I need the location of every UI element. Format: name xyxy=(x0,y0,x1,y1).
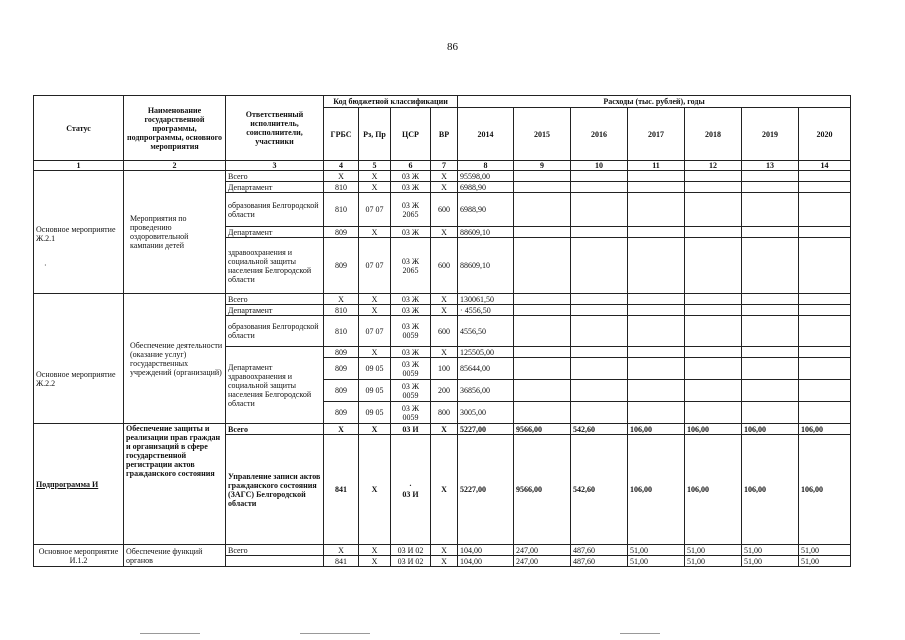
row-name-sub-i xyxy=(124,424,226,545)
csr-cell xyxy=(391,435,431,545)
header-name: Наименование государственной программы, подпрограммы, основного мероприятия xyxy=(124,96,226,161)
value-cell: 9566,00 xyxy=(514,424,571,435)
vr-cell: Х xyxy=(431,435,458,545)
column-number: 14 xyxy=(799,161,851,171)
rzpr-cell: 09 05 xyxy=(359,402,391,424)
value-cell: 5227,00 xyxy=(458,424,514,435)
stray-mark: · xyxy=(409,480,412,490)
responsible-cell: Управление записи актов гражданского состояния (ЗАГС) Белгородской области xyxy=(226,435,324,545)
row-status-sub-i xyxy=(34,424,124,545)
rzpr-cell: Х xyxy=(359,227,391,238)
value-cell: 51,00 xyxy=(799,556,851,567)
vr-cell: 200 xyxy=(431,380,458,402)
column-number: 5 xyxy=(359,161,391,171)
value-cell: 106,00 xyxy=(742,424,799,435)
value-cell: 487,60 xyxy=(571,556,628,567)
csr-cell: 03 И xyxy=(391,424,431,435)
rzpr-cell: 09 05 xyxy=(359,358,391,380)
value-cell: 51,00 xyxy=(628,556,685,567)
csr-cell: 03 Ж 2065 xyxy=(391,193,431,227)
name-text: Мероприятия по проведению оздоровительной кампании детей xyxy=(130,214,189,250)
column-number: 11 xyxy=(628,161,685,171)
vr-cell: 600 xyxy=(431,316,458,347)
vr-cell: 100 xyxy=(431,358,458,380)
scan-artifact xyxy=(620,633,660,634)
vr-cell: Х xyxy=(431,182,458,193)
value-cell: 5227,00 xyxy=(458,435,514,545)
status-text: Основное мероприятие Ж.2.2 xyxy=(36,369,116,388)
csr-cell: 03 Ж xyxy=(391,305,431,316)
grbs-cell: 809 xyxy=(324,402,359,424)
csr-cell: 03 Ж 0059 xyxy=(391,358,431,380)
grbs-cell: Х xyxy=(324,545,359,556)
header-responsible: Ответственный исполнитель, соисполнители, участники xyxy=(226,96,324,161)
value-cell: 106,00 xyxy=(628,435,685,545)
header-year: 2018 xyxy=(685,108,742,161)
csr-cell: 03 Ж 0059 xyxy=(391,402,431,424)
value-2014-cell: 125505,00 xyxy=(458,347,514,358)
name-text: Обеспечение деятельности (оказание услуг) государственных учреждений (организаций) xyxy=(130,340,223,377)
row-status-zh22 xyxy=(34,294,124,424)
header-year: 2014 xyxy=(458,108,514,161)
csr-cell: 03 Ж xyxy=(391,227,431,238)
value-cell: 51,00 xyxy=(742,545,799,556)
page-number: 86 xyxy=(447,41,458,53)
column-number: 7 xyxy=(431,161,458,171)
budget-table xyxy=(33,95,851,567)
responsible-cell: Всего xyxy=(226,294,324,305)
scan-artifact xyxy=(140,633,200,634)
responsible-cell: Департамент xyxy=(226,227,324,238)
table-row xyxy=(34,424,851,435)
vr-cell: Х xyxy=(431,347,458,358)
header-year: 2016 xyxy=(571,108,628,161)
rzpr-cell: Х xyxy=(359,182,391,193)
row-name-zh21 xyxy=(124,171,226,294)
value-cell: 51,00 xyxy=(742,556,799,567)
value-2014-cell: 88609,10 xyxy=(458,238,514,294)
header-rzpr: Рз, Пр xyxy=(359,108,391,161)
value-cell: 106,00 xyxy=(799,435,851,545)
value-2014-cell: 130061,50 xyxy=(458,294,514,305)
grbs-cell: 810 xyxy=(324,305,359,316)
value-2014-cell: 36856,00 xyxy=(458,380,514,402)
value-cell: 247,00 xyxy=(514,545,571,556)
value-2014-cell: 6988,90 xyxy=(458,182,514,193)
csr-cell: 03 И 02 xyxy=(391,545,431,556)
column-number: 12 xyxy=(685,161,742,171)
column-number: 6 xyxy=(391,161,431,171)
csr-cell: 03 И 02 xyxy=(391,556,431,567)
grbs-cell: 841 xyxy=(324,435,359,545)
value-2014-cell: 6988,90 xyxy=(458,193,514,227)
rzpr-cell: 09 05 xyxy=(359,380,391,402)
vr-cell: 600 xyxy=(431,238,458,294)
rzpr-cell: 07 07 xyxy=(359,193,391,227)
table-row xyxy=(34,294,851,305)
row-status-i12: Основное мероприятие И.1.2 xyxy=(34,545,124,567)
value-cell: 106,00 xyxy=(799,424,851,435)
header-csr: ЦСР xyxy=(391,108,431,161)
header-grbs: ГРБС xyxy=(324,108,359,161)
header-year: 2015 xyxy=(514,108,571,161)
column-number: 4 xyxy=(324,161,359,171)
vr-cell: Х xyxy=(431,171,458,182)
csr-value: 03 И xyxy=(402,489,419,499)
value-cell: 9566,00 xyxy=(514,435,571,545)
value-cell: 51,00 xyxy=(685,545,742,556)
value-cell: 106,00 xyxy=(685,435,742,545)
value-2014-cell: 4556,50 xyxy=(458,316,514,347)
value-cell: 487,60 xyxy=(571,545,628,556)
value-cell: 106,00 xyxy=(628,424,685,435)
grbs-cell: 810 xyxy=(324,182,359,193)
column-number: 10 xyxy=(571,161,628,171)
responsible-cell: Всего xyxy=(226,171,324,182)
csr-cell: 03 Ж xyxy=(391,182,431,193)
column-number: 9 xyxy=(514,161,571,171)
grbs-cell: 810 xyxy=(324,316,359,347)
header-budget-code: Код бюджетной классификации xyxy=(324,96,458,108)
responsible-cell: Департамент xyxy=(226,305,324,316)
header-expenses: Расходы (тыс. рублей), годы xyxy=(458,96,851,108)
column-number: 3 xyxy=(226,161,324,171)
rzpr-cell: 07 07 xyxy=(359,238,391,294)
grbs-cell: Х xyxy=(324,171,359,182)
header-year: 2020 xyxy=(799,108,851,161)
grbs-cell: 809 xyxy=(324,238,359,294)
rzpr-cell: Х xyxy=(359,294,391,305)
vr-cell: 800 xyxy=(431,402,458,424)
responsible-cell: образования Белгородской области xyxy=(226,316,324,347)
rzpr-cell: Х xyxy=(359,545,391,556)
row-name-zh22 xyxy=(124,294,226,424)
row-name-i12: Обеспечение функций органов xyxy=(124,545,226,567)
header-row-1 xyxy=(34,96,851,108)
value-2014-cell: 85644,00 xyxy=(458,358,514,380)
header-year: 2019 xyxy=(742,108,799,161)
table-row xyxy=(34,171,851,182)
value-2014-cell: · 4556,50 xyxy=(458,305,514,316)
vr-cell: Х xyxy=(431,424,458,435)
column-numbers-row xyxy=(34,161,851,171)
vr-cell: Х xyxy=(431,305,458,316)
responsible-cell xyxy=(226,556,324,567)
header-status: Статус xyxy=(34,96,124,161)
column-number: 1 xyxy=(34,161,124,171)
csr-cell: 03 Ж 0059 xyxy=(391,316,431,347)
csr-cell: 03 Ж 0059 xyxy=(391,380,431,402)
responsible-cell: Всего xyxy=(226,424,324,435)
value-cell: 104,00 xyxy=(458,556,514,567)
value-cell: 104,00 xyxy=(458,545,514,556)
rzpr-cell: 07 07 xyxy=(359,316,391,347)
value-cell: 51,00 xyxy=(628,545,685,556)
value-2014-cell: 88609,10 xyxy=(458,227,514,238)
value-cell: 542,60 xyxy=(571,435,628,545)
csr-cell: 03 Ж xyxy=(391,347,431,358)
value-cell: 106,00 xyxy=(742,435,799,545)
vr-cell: Х xyxy=(431,227,458,238)
responsible-cell: здравоохранения и социальной защиты населения Белгородской области xyxy=(226,238,324,294)
vr-cell: Х xyxy=(431,294,458,305)
rzpr-cell: Х xyxy=(359,556,391,567)
responsible-cell: образования Белгородской области xyxy=(226,193,324,227)
rzpr-cell: Х xyxy=(359,305,391,316)
column-number: 2 xyxy=(124,161,226,171)
value-2014-cell: 95598,00 xyxy=(458,171,514,182)
csr-cell: 03 Ж xyxy=(391,294,431,305)
responsible-cell: Департамент здравоохранения и социальной защиты населения Белгородской области xyxy=(226,347,324,424)
scan-artifact xyxy=(300,633,370,634)
header-vr: ВР xyxy=(431,108,458,161)
rzpr-cell: Х xyxy=(359,171,391,182)
header-year: 2017 xyxy=(628,108,685,161)
column-number: 13 xyxy=(742,161,799,171)
value-cell: 542,60 xyxy=(571,424,628,435)
value-cell: 247,00 xyxy=(514,556,571,567)
rzpr-cell: Х xyxy=(359,347,391,358)
row-status-zh21 xyxy=(34,171,124,294)
value-cell: 51,00 xyxy=(685,556,742,567)
column-number: 8 xyxy=(458,161,514,171)
value-cell: 51,00 xyxy=(799,545,851,556)
grbs-cell: 809 xyxy=(324,227,359,238)
status-text: Подпрограмма И xyxy=(36,479,99,489)
name-text: Обеспечение защиты и реализации прав граждан и организаций в сфере государственной регистрации актов гражданского состояния xyxy=(126,424,221,478)
csr-cell: 03 Ж 2065 xyxy=(391,238,431,294)
responsible-cell: Всего xyxy=(226,545,324,556)
grbs-cell: 809 xyxy=(324,380,359,402)
stray-mark: · xyxy=(44,260,47,270)
value-cell: 106,00 xyxy=(685,424,742,435)
grbs-cell: Х xyxy=(324,294,359,305)
grbs-cell: 809 xyxy=(324,347,359,358)
csr-cell: 03 Ж xyxy=(391,171,431,182)
vr-cell: Х xyxy=(431,556,458,567)
rzpr-cell: Х xyxy=(359,424,391,435)
grbs-cell: 841 xyxy=(324,556,359,567)
value-2014-cell: 3005,00 xyxy=(458,402,514,424)
grbs-cell: Х xyxy=(324,424,359,435)
status-text: Основное мероприятие Ж.2.1 xyxy=(36,224,116,243)
grbs-cell: 810 xyxy=(324,193,359,227)
vr-cell: 600 xyxy=(431,193,458,227)
grbs-cell: 809 xyxy=(324,358,359,380)
rzpr-cell: Х xyxy=(359,435,391,545)
vr-cell: Х xyxy=(431,545,458,556)
responsible-cell: Департамент xyxy=(226,182,324,193)
table-row xyxy=(34,545,851,556)
